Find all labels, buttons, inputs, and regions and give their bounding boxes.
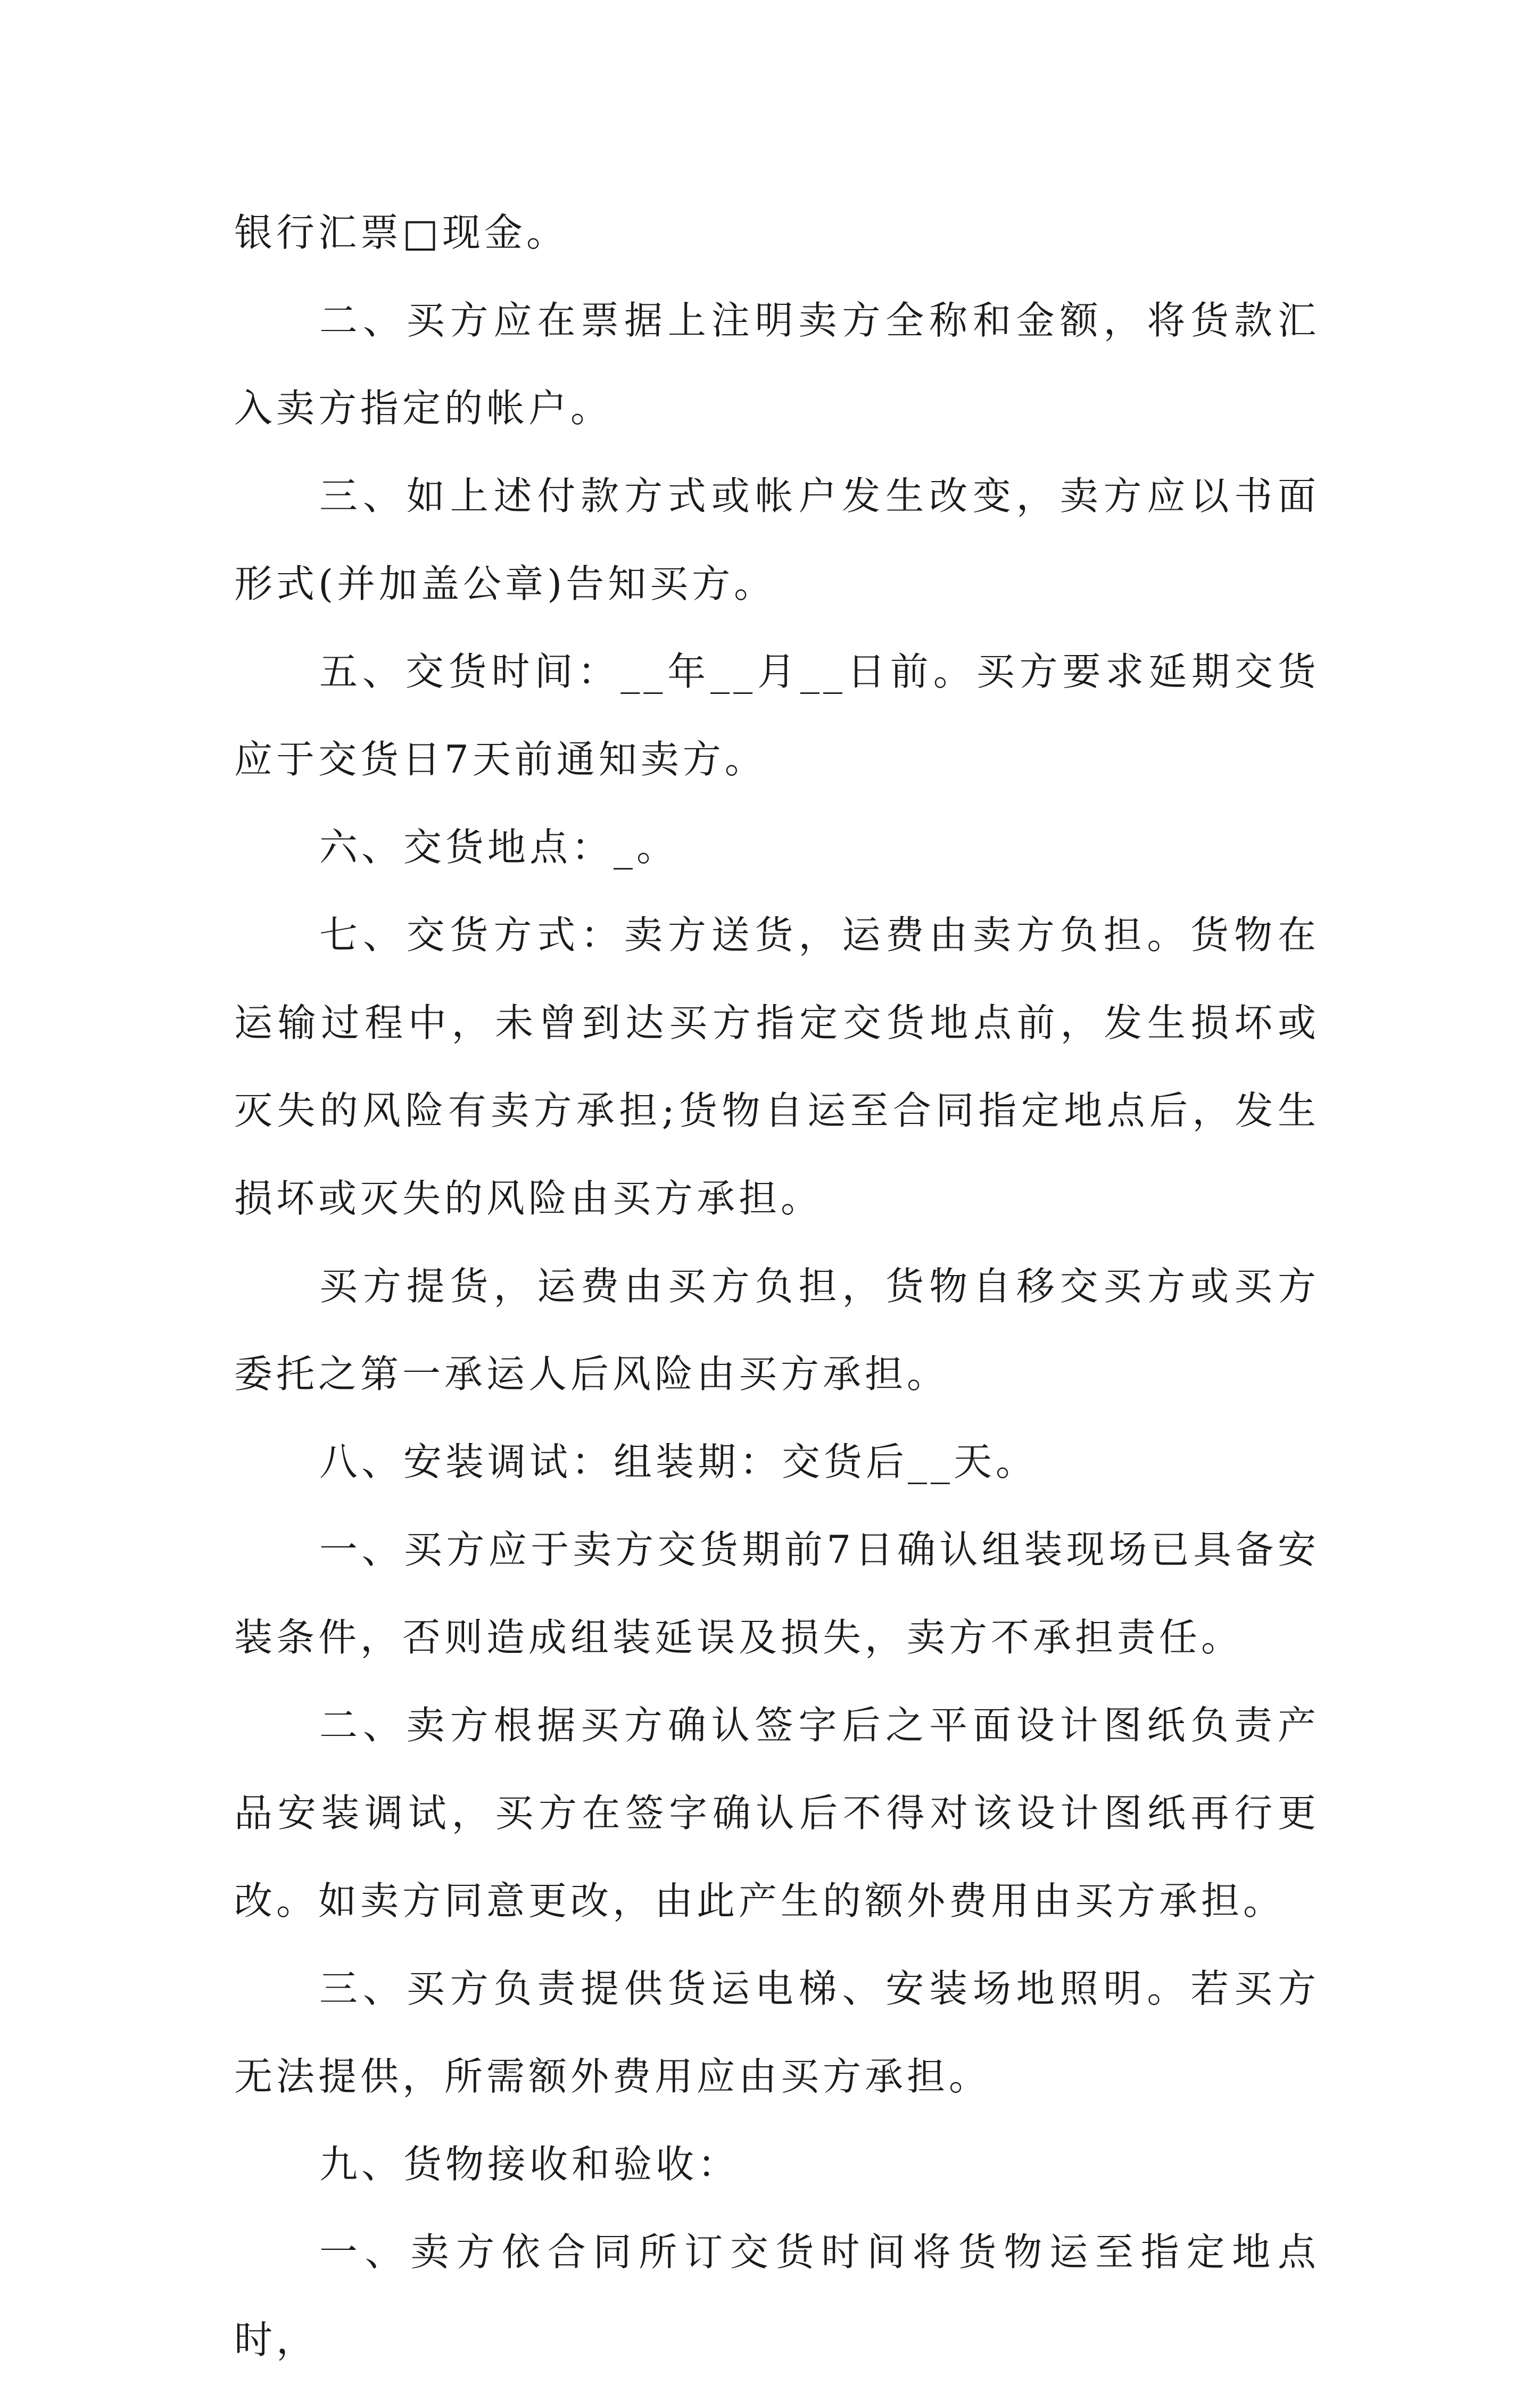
document-body	[234, 189, 1320, 2384]
paragraph-3: 三、如上述付款方式或帐户发生改变，卖方应以书面形式(并加盖公章)告知买方。	[234, 474, 1320, 606]
paragraph-9: 一、买方应于卖方交货期前7日确认组装现场已具备安装条件，否则造成组装延误及损失，卖方不承担责任。	[234, 1527, 1320, 1660]
paragraph-6: 七、交货方式：卖方送货，运费由卖方负担。货物在运输过程中，未曾到达买方指定交货地点前，发生损坏或灭失的风险有卖方承担;货物自运至合同指定地点后，发生损坏或灭失的风险由买方承担。	[234, 913, 1320, 1221]
paragraph-4: 五、交货时间：__年__月__日前。买方要求延期交货应于交货日7天前通知卖方。	[234, 649, 1320, 782]
paragraph-11: 三、买方负责提供货运电梯、安装场地照明。若买方无法提供，所需额外费用应由买方承担。	[234, 1966, 1320, 2099]
paragraph-1: 银行汇票□现金。	[234, 210, 569, 255]
paragraph-8: 八、安装调试：组装期：交货后__天。	[319, 1439, 1038, 1484]
paragraph-12: 九、货物接收和验收：	[319, 2142, 740, 2187]
paragraph-10: 二、卖方根据买方确认签字后之平面设计图纸负责产品安装调试，买方在签字确认后不得对该设计图纸再行更改。如卖方同意更改，由此产生的额外费用由买方承担。	[234, 1703, 1320, 1923]
paragraph-5: 六、交货地点：_。	[319, 825, 679, 870]
paragraph-2: 二、买方应在票据上注明卖方全称和金额，将货款汇入卖方指定的帐户。	[234, 298, 1320, 431]
paragraph-13: 一、卖方依合同所订交货时间将货物运至指定地点时，	[234, 2230, 1320, 2362]
paragraph-7: 买方提货，运费由买方负担，货物自移交买方或买方委托之第一承运人后风险由买方承担。	[234, 1264, 1320, 1396]
